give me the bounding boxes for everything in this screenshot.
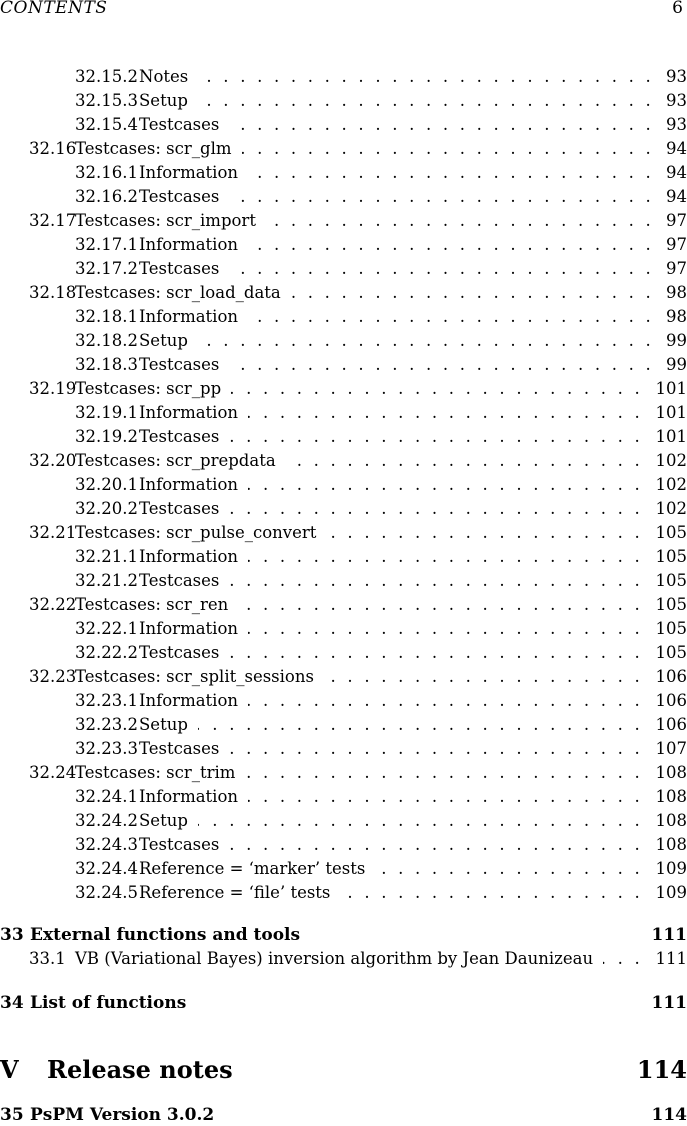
toc-entry-number: 32.22.1 xyxy=(75,618,138,640)
running-header-title: CONTENTS xyxy=(0,0,107,18)
toc-entry-page: 98 xyxy=(666,306,687,328)
toc-entry-title: PsPM Version 3.0.2 xyxy=(30,1104,214,1126)
toc-entry-number: 32.17.1 xyxy=(75,234,138,256)
toc-entry-row[interactable] xyxy=(0,114,687,136)
toc-entry-page: 94 xyxy=(666,186,687,208)
toc-entry-page: 101 xyxy=(656,402,687,424)
toc-leader-dots xyxy=(326,522,643,544)
toc-entry-title: Setup xyxy=(139,810,188,832)
page-number: 6 xyxy=(672,0,683,18)
toc-entry-row[interactable] xyxy=(0,474,687,496)
toc-entry-row[interactable] xyxy=(0,186,687,208)
toc-entry-number: 32.24.5 xyxy=(75,882,138,904)
toc-entry-page: 108 xyxy=(656,810,687,832)
toc-leader-dots xyxy=(229,114,654,136)
toc-leader-dots xyxy=(198,810,643,832)
toc-leader-dots xyxy=(340,882,643,904)
toc-entry-row[interactable] xyxy=(0,570,687,592)
toc-entry-title: Testcases xyxy=(139,426,219,448)
toc-entry-title: Testcases xyxy=(139,834,219,856)
toc-entry-page: 109 xyxy=(656,882,687,904)
toc-entry-row[interactable] xyxy=(0,522,687,544)
toc-entry-page: 99 xyxy=(666,330,687,352)
toc-entry-row[interactable] xyxy=(0,354,687,376)
toc-entry-row[interactable] xyxy=(0,642,687,664)
toc-entry-page: 106 xyxy=(656,690,687,712)
toc-entry-page: 108 xyxy=(656,786,687,808)
toc-entry-title: External functions and tools xyxy=(30,924,300,946)
toc-entry-title: Testcases: scr_ren xyxy=(75,594,228,616)
toc-entry-page: 105 xyxy=(656,570,687,592)
toc-entry-page: 94 xyxy=(666,138,687,160)
toc-entry-title: Notes xyxy=(139,66,188,88)
toc-entry-row[interactable] xyxy=(0,858,687,880)
toc-entry-title: Setup xyxy=(139,330,188,352)
toc-leader-dots xyxy=(198,714,643,736)
toc-leader-dots xyxy=(198,66,654,88)
toc-entry-title: Testcases xyxy=(139,186,219,208)
toc-entry-row[interactable] xyxy=(0,162,687,184)
toc-entry-row[interactable] xyxy=(0,330,687,352)
toc-entry-number: 32.16 xyxy=(29,138,76,160)
toc-entry-number: 32.17 xyxy=(29,210,76,232)
toc-entry-page: 105 xyxy=(656,594,687,616)
toc-entry-number: 32.23.3 xyxy=(75,738,138,760)
toc-entry-number: 32.15.4 xyxy=(75,114,138,136)
toc-entry-page: 97 xyxy=(666,210,687,232)
toc-entry-row[interactable] xyxy=(0,786,687,808)
toc-leader-dots xyxy=(603,948,643,970)
toc-leader-dots xyxy=(238,594,643,616)
toc-entry-title: Testcases: scr_glm xyxy=(75,138,232,160)
toc-leader-dots xyxy=(248,402,643,424)
toc-entry-number: 32.18.3 xyxy=(75,354,138,376)
toc-entry-title: Information xyxy=(139,786,238,808)
toc-entry-number: 32.20.2 xyxy=(75,498,138,520)
toc-entry-row[interactable] xyxy=(0,66,687,88)
toc-entry-title: Information xyxy=(139,474,238,496)
toc-chapter-row[interactable] xyxy=(0,1055,687,1085)
toc-entry-title: Testcases xyxy=(139,738,219,760)
toc-chapter-row[interactable] xyxy=(0,1104,687,1126)
toc-entry-title: Reference = ‘file’ tests xyxy=(139,882,330,904)
toc-entry-row[interactable] xyxy=(0,618,687,640)
toc-entry-number: 32.18.2 xyxy=(75,330,138,352)
toc-entry-row[interactable] xyxy=(0,426,687,448)
toc-entry-number: 33 xyxy=(0,924,24,946)
toc-leader-dots xyxy=(229,258,654,280)
toc-leader-dots xyxy=(248,474,643,496)
toc-entry-row[interactable] xyxy=(0,234,687,256)
toc-entry-title: Information xyxy=(139,234,238,256)
toc-leader-dots xyxy=(375,858,643,880)
toc-entry-number: 32.23.2 xyxy=(75,714,138,736)
toc-entry-page: 106 xyxy=(656,714,687,736)
toc-entry-row[interactable] xyxy=(0,810,687,832)
toc-entry-row[interactable] xyxy=(0,714,687,736)
toc-entry-page: 99 xyxy=(666,354,687,376)
toc-entry-title: Information xyxy=(139,618,238,640)
toc-entry-number: 32.24.3 xyxy=(75,834,138,856)
toc-chapter-row[interactable] xyxy=(0,992,687,1014)
toc-entry-number: 32.22.2 xyxy=(75,642,138,664)
toc-entry-title: Testcases: scr_pp xyxy=(75,378,221,400)
toc-leader-dots xyxy=(229,738,643,760)
toc-entry-page: 97 xyxy=(666,234,687,256)
toc-entry-number: 32.21 xyxy=(29,522,76,544)
toc-leader-dots xyxy=(198,330,654,352)
toc-entry-row[interactable] xyxy=(0,948,687,970)
toc-entry-number: 32.24 xyxy=(29,762,76,784)
toc-leader-dots xyxy=(229,426,643,448)
toc-leader-dots xyxy=(248,306,654,328)
toc-entry-title: Testcases xyxy=(139,258,219,280)
toc-entry-number: 32.24.4 xyxy=(75,858,138,880)
toc-entry-row[interactable] xyxy=(0,90,687,112)
toc-entry-title: Testcases: scr_split_sessions xyxy=(75,666,314,688)
toc-entry-row[interactable] xyxy=(0,882,687,904)
toc-entry-title: Release notes xyxy=(47,1055,233,1085)
toc-leader-dots xyxy=(229,570,643,592)
toc-entry-page: 105 xyxy=(656,642,687,664)
toc-entry-page: 93 xyxy=(666,114,687,136)
toc-entry-row[interactable] xyxy=(0,138,687,160)
toc-leader-dots xyxy=(248,786,643,808)
toc-entry-page: 114 xyxy=(637,1055,687,1085)
toc-entry-number: 32.20 xyxy=(29,450,76,472)
toc-entry-number: 32.24.2 xyxy=(75,810,138,832)
toc-entry-title: Testcases: scr_pulse_convert xyxy=(75,522,316,544)
toc-entry-row[interactable] xyxy=(0,690,687,712)
toc-entry-page: 107 xyxy=(656,738,687,760)
toc-entry-page: 109 xyxy=(656,858,687,880)
toc-entry-page: 93 xyxy=(666,90,687,112)
toc-entry-row[interactable] xyxy=(0,258,687,280)
toc-entry-title: Information xyxy=(139,162,238,184)
toc-leader-dots xyxy=(229,642,643,664)
toc-leader-dots xyxy=(245,762,643,784)
toc-entry-title: Testcases xyxy=(139,570,219,592)
toc-leader-dots xyxy=(248,618,643,640)
toc-entry-number: 32.16.2 xyxy=(75,186,138,208)
toc-leader-dots xyxy=(248,162,654,184)
toc-entry-number: 35 xyxy=(0,1104,24,1126)
toc-entry-title: Setup xyxy=(139,714,188,736)
toc-entry-number: 32.22 xyxy=(29,594,76,616)
toc-entry-row[interactable] xyxy=(0,450,687,472)
toc-entry-number: 33.1 xyxy=(29,948,66,970)
toc-entry-row[interactable] xyxy=(0,402,687,424)
toc-entry-title: Testcases: scr_import xyxy=(75,210,256,232)
toc-entry-number: 32.17.2 xyxy=(75,258,138,280)
toc-entry-title: VB (Variational Bayes) inversion algorithm by Jean Daunizeau xyxy=(75,948,593,970)
toc-entry-number: 32.19 xyxy=(29,378,76,400)
toc-leader-dots xyxy=(229,186,654,208)
toc-entry-row[interactable] xyxy=(0,546,687,568)
toc-entry-number: 32.24.1 xyxy=(75,786,138,808)
toc-entry-row[interactable] xyxy=(0,378,687,400)
toc-entry-page: 101 xyxy=(656,378,687,400)
toc-entry-number: 32.21.2 xyxy=(75,570,138,592)
toc-entry-page: 111 xyxy=(656,948,687,970)
toc-entry-title: Information xyxy=(139,546,238,568)
toc-entry-page: 111 xyxy=(652,992,687,1014)
toc-entry-title: Setup xyxy=(139,90,188,112)
toc-entry-number: 32.18.1 xyxy=(75,306,138,328)
toc-entry-page: 105 xyxy=(656,522,687,544)
toc-entry-title: Testcases xyxy=(139,642,219,664)
toc-entry-row[interactable] xyxy=(0,210,687,232)
toc-leader-dots xyxy=(248,690,643,712)
toc-entry-title: List of functions xyxy=(30,992,186,1014)
toc-entry-title: Information xyxy=(139,402,238,424)
toc-entry-title: Testcases: scr_trim xyxy=(75,762,235,784)
toc-entry-number: 32.23.1 xyxy=(75,690,138,712)
toc-entry-page: 98 xyxy=(666,282,687,304)
toc-entry-page: 101 xyxy=(656,426,687,448)
toc-entry-title: Testcases: scr_prepdata xyxy=(75,450,276,472)
toc-entry-title: Testcases: scr_load_data xyxy=(75,282,281,304)
toc-entry-number: V xyxy=(0,1055,19,1085)
toc-entry-row[interactable] xyxy=(0,738,687,760)
toc-leader-dots xyxy=(231,378,643,400)
toc-leader-dots xyxy=(324,666,643,688)
toc-leader-dots xyxy=(229,498,643,520)
toc-entry-page: 108 xyxy=(656,834,687,856)
toc-entry-page: 111 xyxy=(652,924,687,946)
toc-leader-dots xyxy=(291,282,654,304)
toc-entry-title: Testcases xyxy=(139,114,219,136)
toc-entry-page: 105 xyxy=(656,618,687,640)
toc-entry-title: Testcases xyxy=(139,498,219,520)
toc-entry-number: 32.15.3 xyxy=(75,90,138,112)
toc-entry-row[interactable] xyxy=(0,762,687,784)
toc-leader-dots xyxy=(229,354,654,376)
toc-entry-title: Information xyxy=(139,690,238,712)
toc-entry-title: Testcases xyxy=(139,354,219,376)
toc-entry-row[interactable] xyxy=(0,498,687,520)
toc-leader-dots xyxy=(286,450,643,472)
toc-entry-page: 108 xyxy=(656,762,687,784)
toc-leader-dots xyxy=(229,834,643,856)
toc-entry-number: 32.16.1 xyxy=(75,162,138,184)
toc-entry-row[interactable] xyxy=(0,834,687,856)
toc-entry-row[interactable] xyxy=(0,306,687,328)
toc-entry-number: 32.15.2 xyxy=(75,66,138,88)
toc-chapter-row[interactable] xyxy=(0,924,687,946)
toc-entry-title: Information xyxy=(139,306,238,328)
toc-entry-number: 32.23 xyxy=(29,666,76,688)
toc-entry-row[interactable] xyxy=(0,594,687,616)
toc-entry-page: 114 xyxy=(652,1104,687,1126)
toc-entry-page: 102 xyxy=(656,450,687,472)
toc-entry-page: 97 xyxy=(666,258,687,280)
toc-entry-page: 102 xyxy=(656,474,687,496)
toc-leader-dots xyxy=(248,546,643,568)
toc-leader-dots xyxy=(198,90,654,112)
toc-entry-row[interactable] xyxy=(0,282,687,304)
toc-entry-page: 105 xyxy=(656,546,687,568)
toc-leader-dots xyxy=(242,138,654,160)
toc-entry-number: 32.21.1 xyxy=(75,546,138,568)
toc-entry-number: 32.19.1 xyxy=(75,402,138,424)
toc-entry-number: 32.18 xyxy=(29,282,76,304)
toc-entry-page: 106 xyxy=(656,666,687,688)
toc-entry-row[interactable] xyxy=(0,666,687,688)
toc-entry-title: Reference = ‘marker’ tests xyxy=(139,858,365,880)
toc-leader-dots xyxy=(266,210,654,232)
toc-entry-number: 32.20.1 xyxy=(75,474,138,496)
toc-entry-number: 32.19.2 xyxy=(75,426,138,448)
toc-leader-dots xyxy=(248,234,654,256)
toc-entry-page: 102 xyxy=(656,498,687,520)
toc-entry-page: 93 xyxy=(666,66,687,88)
toc-entry-number: 34 xyxy=(0,992,24,1014)
toc-entry-page: 94 xyxy=(666,162,687,184)
